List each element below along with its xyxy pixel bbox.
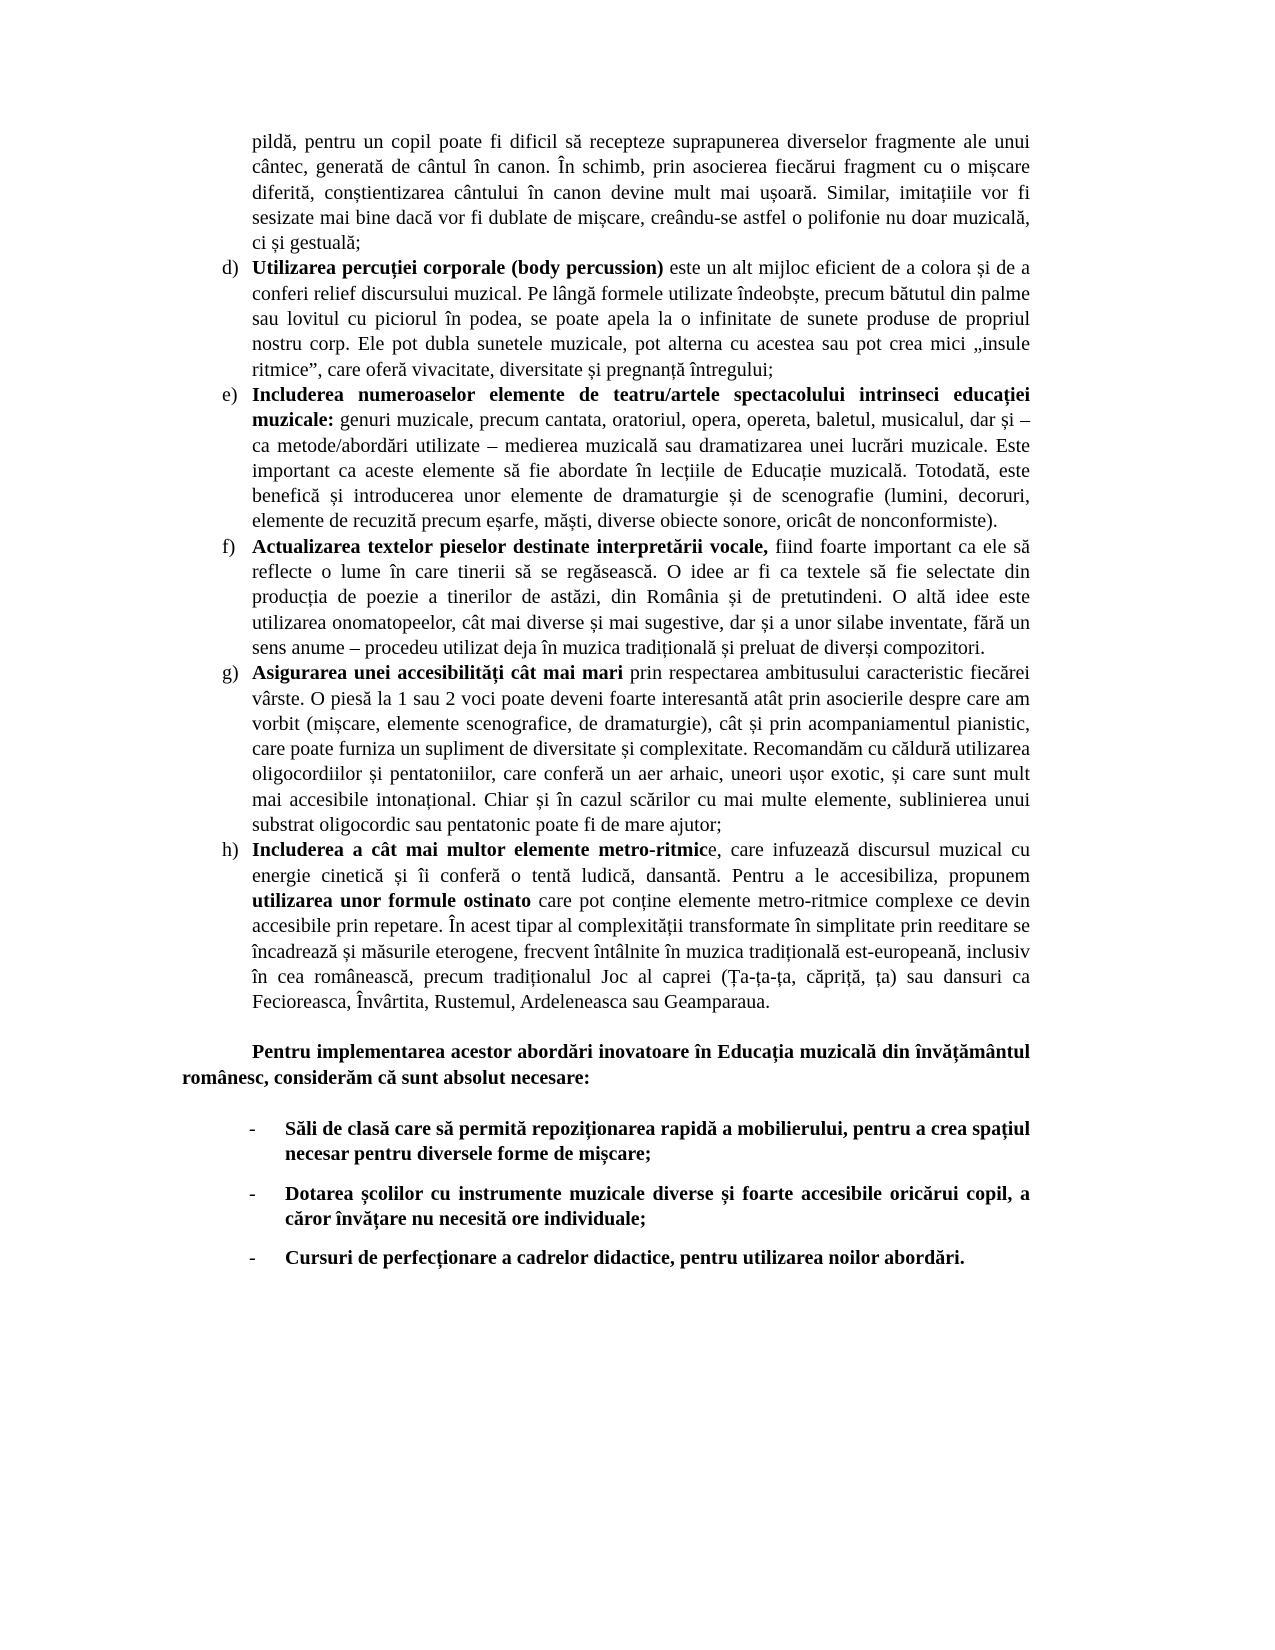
item-bold-lead: Includerea a cât mai multor elemente metro-ritmic: [252, 839, 708, 862]
item-bold-lead: Includerea numeroaselor elemente de teatru/artele spectacolului intrinseci educației muzicale:: [252, 383, 1030, 432]
item-label: d): [222, 257, 239, 280]
list-item-f: [222, 535, 1030, 661]
item-body: e, care infuzează discursul muzical cu energie cinetică și îi conferă o tentă ludică, dansantă. Pentru a le accesibiliza, propunem: [252, 839, 1030, 887]
requirement-item: [249, 1246, 1030, 1271]
requirement-item: [249, 1182, 1030, 1233]
item-body: care pot conține elemente metro-ritmice complexe ce devin accesibile prin repetare. În acest tipar al complexității transformate în simplitate prin reeditare se încadrează și măsurile eterogene, frecvent întâlnite în muzica tradițională est-europeană, inclusiv în cea românească, precum tradiționalul Joc al caprei (Ța-ța-ța, căpriță, ța) sau dansuri ca Fecioreasca, Învârtita, Rustemul, Ardeleneasca sau Geamparaua.: [252, 889, 1030, 1014]
list-item-h: [222, 838, 1030, 1015]
item-label: g): [222, 662, 239, 685]
item-bold-lead: Actualizarea textelor pieselor destinate interpretării vocale,: [252, 535, 769, 558]
requirements-list: [182, 1117, 1030, 1271]
item-body: fiind foarte important ca ele să reflecte o lume în care tinerii să se regăsească. O idee ar fi ca textele să fie selectate din producția de poezie a tinerilor de astăzi, din România și de pretutindeni. O altă idee este utilizarea onomatopeelor, cât mai diverse și mai sugestive, dar și a unor silabe inventate, fără un sens anume – procedeu utilizat deja în muzica tradițională și preluat de diverși compozitori.: [252, 535, 1030, 659]
item-label: e): [222, 383, 238, 406]
requirement-text: Săli de clasă care să permită repoziționarea rapidă a mobilierului, pentru a crea spațiul necesar pentru diversele forme de mișcare;: [285, 1117, 1030, 1166]
item-bold-lead: Asigurarea unei accesibilități cât mai mari: [252, 662, 624, 685]
item-bold-lead: Utilizarea percuției corporale (body percussion): [252, 257, 664, 280]
list-item-e: [222, 383, 1030, 535]
closing-paragraph: Pentru implementarea acestor abordări inovatoare în Educația muzicală din învățământul românesc, considerăm că sunt absolut necesare:: [182, 1041, 1030, 1089]
dash-marker: -: [249, 1247, 256, 1270]
item-bold-inline: utilizarea unor formule ostinato: [252, 889, 532, 912]
item-body: este un alt mijloc eficient de a colora și de a conferi relief discursului muzical. Pe lângă formele utilizate îndeobște, precum bătutul din palme sau lovitul cu piciorul în podea, se poate apela la o infinitate de sunete produse de propriul nostru corp. Ele pot dubla sunetele muzicale, pot alterna cu acestea sau pot crea mici „insule ritmice”, care oferă vivacitate, diversitate și pregnanță întregului;: [252, 257, 1030, 381]
lettered-list: [182, 256, 1030, 1015]
dash-marker: -: [249, 1117, 256, 1140]
requirement-item: [249, 1117, 1030, 1168]
intro-paragraph: pildă, pentru un copil poate fi dificil să recepteze suprapunerea diverselor fragmente ale unui cântec, generată de cântul în canon. În schimb, prin asocierea fiecărui fragment cu o mișcare diferită, conștientizarea cântului în canon devine mult mai ușoară. Similar, imitațiile vor fi sesizate mai bine dacă vor fi dublate de mișcare, creându-se astfel o polifonie nu doar muzicală, ci și gestuală;: [252, 131, 1030, 255]
item-label: h): [222, 839, 239, 862]
list-item-g: [222, 661, 1031, 838]
item-label: f): [222, 535, 236, 558]
item-body: genuri muzicale, precum cantata, oratoriul, opera, opereta, baletul, musicalul, dar și – ca metode/abordări utilizate – medierea muzicală sau dramatizarea unei lucrări muzicale. Este important ca aceste elemente să fie abordate în lecțiile de Educație muzicală. Totodată, este benefică și introducerea unor elemente de dramaturgie și de scenografie (lumini, decoruri, elemente de recuzită precum eșarfe, măști, diverse obiecte sonore, oricât de nonconformiste).: [252, 409, 1030, 533]
item-body: prin respectarea ambitusului caracteristic fiecărei vârste. O piesă la 1 sau 2 voci poate deveni foarte interesantă atât prin asocierile despre care am vorbit (mișcare, elemente scenografice, de dramaturgie), cât și prin acompaniamentul pianistic, care poate furniza un supliment de diversitate și complexitate. Recomandăm cu căldură utilizarea oligocordiilor și pentatoniilor, care conferă un aer arhaic, uneori ușor exotic, și care sunt mult mai accesibile intonațional. Chiar și în cazul scărilor cu mai multe elemente, sublinierea unui substrat oligocordic sau pentatonic poate fi de mare ajutor;: [252, 662, 1031, 837]
dash-marker: -: [249, 1182, 256, 1205]
requirement-text: Dotarea școlilor cu instrumente muzicale diverse și foarte accesibile oricărui copil, a căror învățare nu necesită ore individuale;: [285, 1182, 1030, 1230]
requirement-text: Cursuri de perfecționare a cadrelor didactice, pentru utilizarea noilor abordări.: [285, 1247, 965, 1270]
list-item-d: [222, 256, 1030, 382]
